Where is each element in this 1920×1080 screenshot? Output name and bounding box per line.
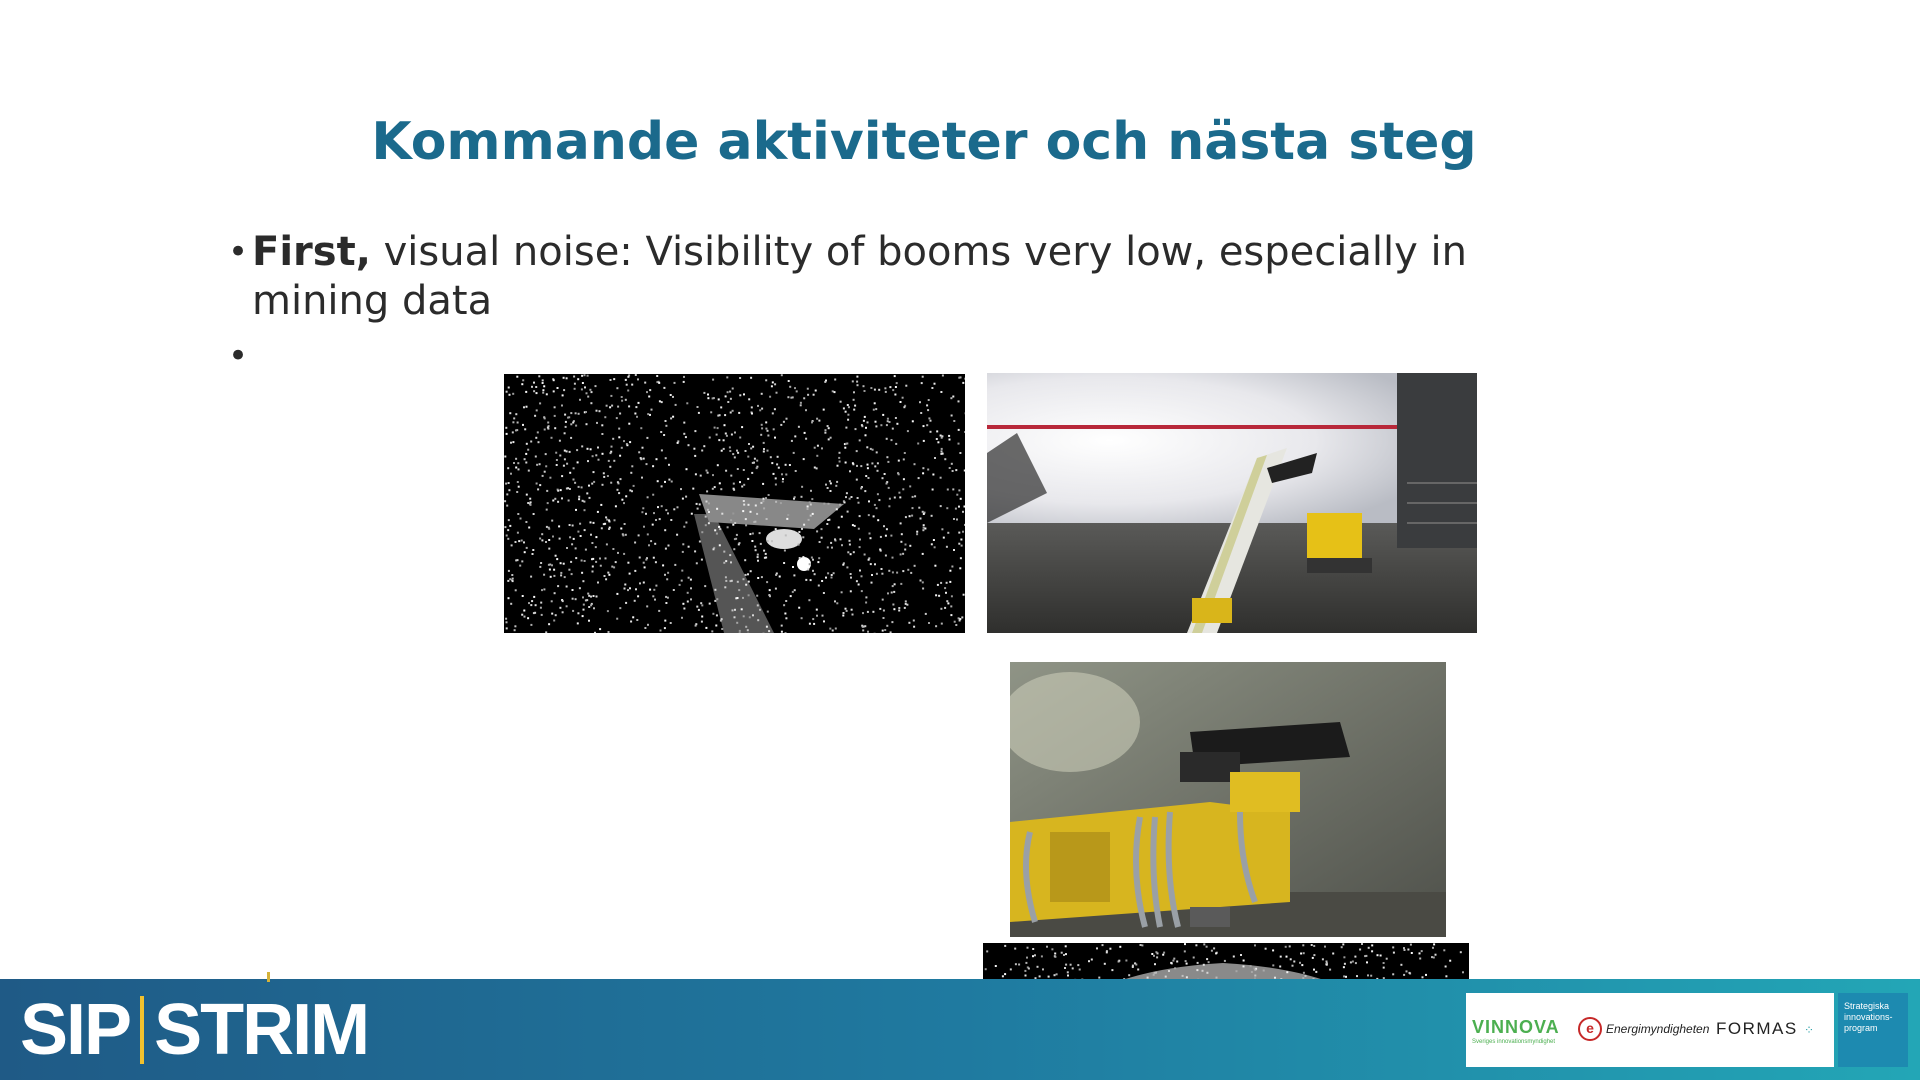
energimyndigheten-logo	[1578, 1017, 1709, 1041]
bullet-item	[228, 228, 1528, 326]
vinnova-subtitle: Sveriges innovationsmyndighet	[1472, 1039, 1556, 1045]
photo-warehouse-boom-graphic	[987, 373, 1477, 633]
photo-sparse-noise	[504, 374, 965, 633]
bullet-bold-lead: First,	[252, 229, 371, 275]
logo-accent-tick	[267, 972, 270, 982]
photo-underground-rig-graphic	[1010, 662, 1446, 937]
strategic-programs-badge: Strategiska innovations-program	[1838, 993, 1908, 1067]
logo-text-strim: STRIM	[154, 990, 369, 1070]
formas-dots-icon: ⁘	[1803, 1023, 1816, 1037]
vinnova-logo: VINNOVA	[1472, 1017, 1560, 1037]
photo-sparse-noise-graphic	[504, 374, 965, 633]
photo-warehouse-boom	[987, 373, 1477, 633]
partner-logo-strip	[1466, 993, 1834, 1067]
slide-title: Kommande aktiviteter och nästa steg	[371, 112, 1477, 172]
bullet-dot: •	[228, 336, 249, 376]
energimyndigheten-text: Energimyndigheten	[1606, 1022, 1710, 1036]
bullet-list	[228, 228, 1528, 376]
formas-logo	[1716, 1019, 1816, 1039]
logo-separator	[140, 996, 144, 1064]
energimyndigheten-mark-icon: e	[1578, 1017, 1602, 1041]
sip-strim-logo	[20, 990, 368, 1070]
formas-text: FORMAS	[1716, 1019, 1798, 1038]
logo-text-sip: SIP	[20, 990, 131, 1070]
bullet-dot: •	[228, 232, 249, 272]
bullet-text: visual noise: Visibility of booms very low, especially in mining data	[252, 229, 1467, 324]
photo-underground-rig	[1010, 662, 1446, 937]
